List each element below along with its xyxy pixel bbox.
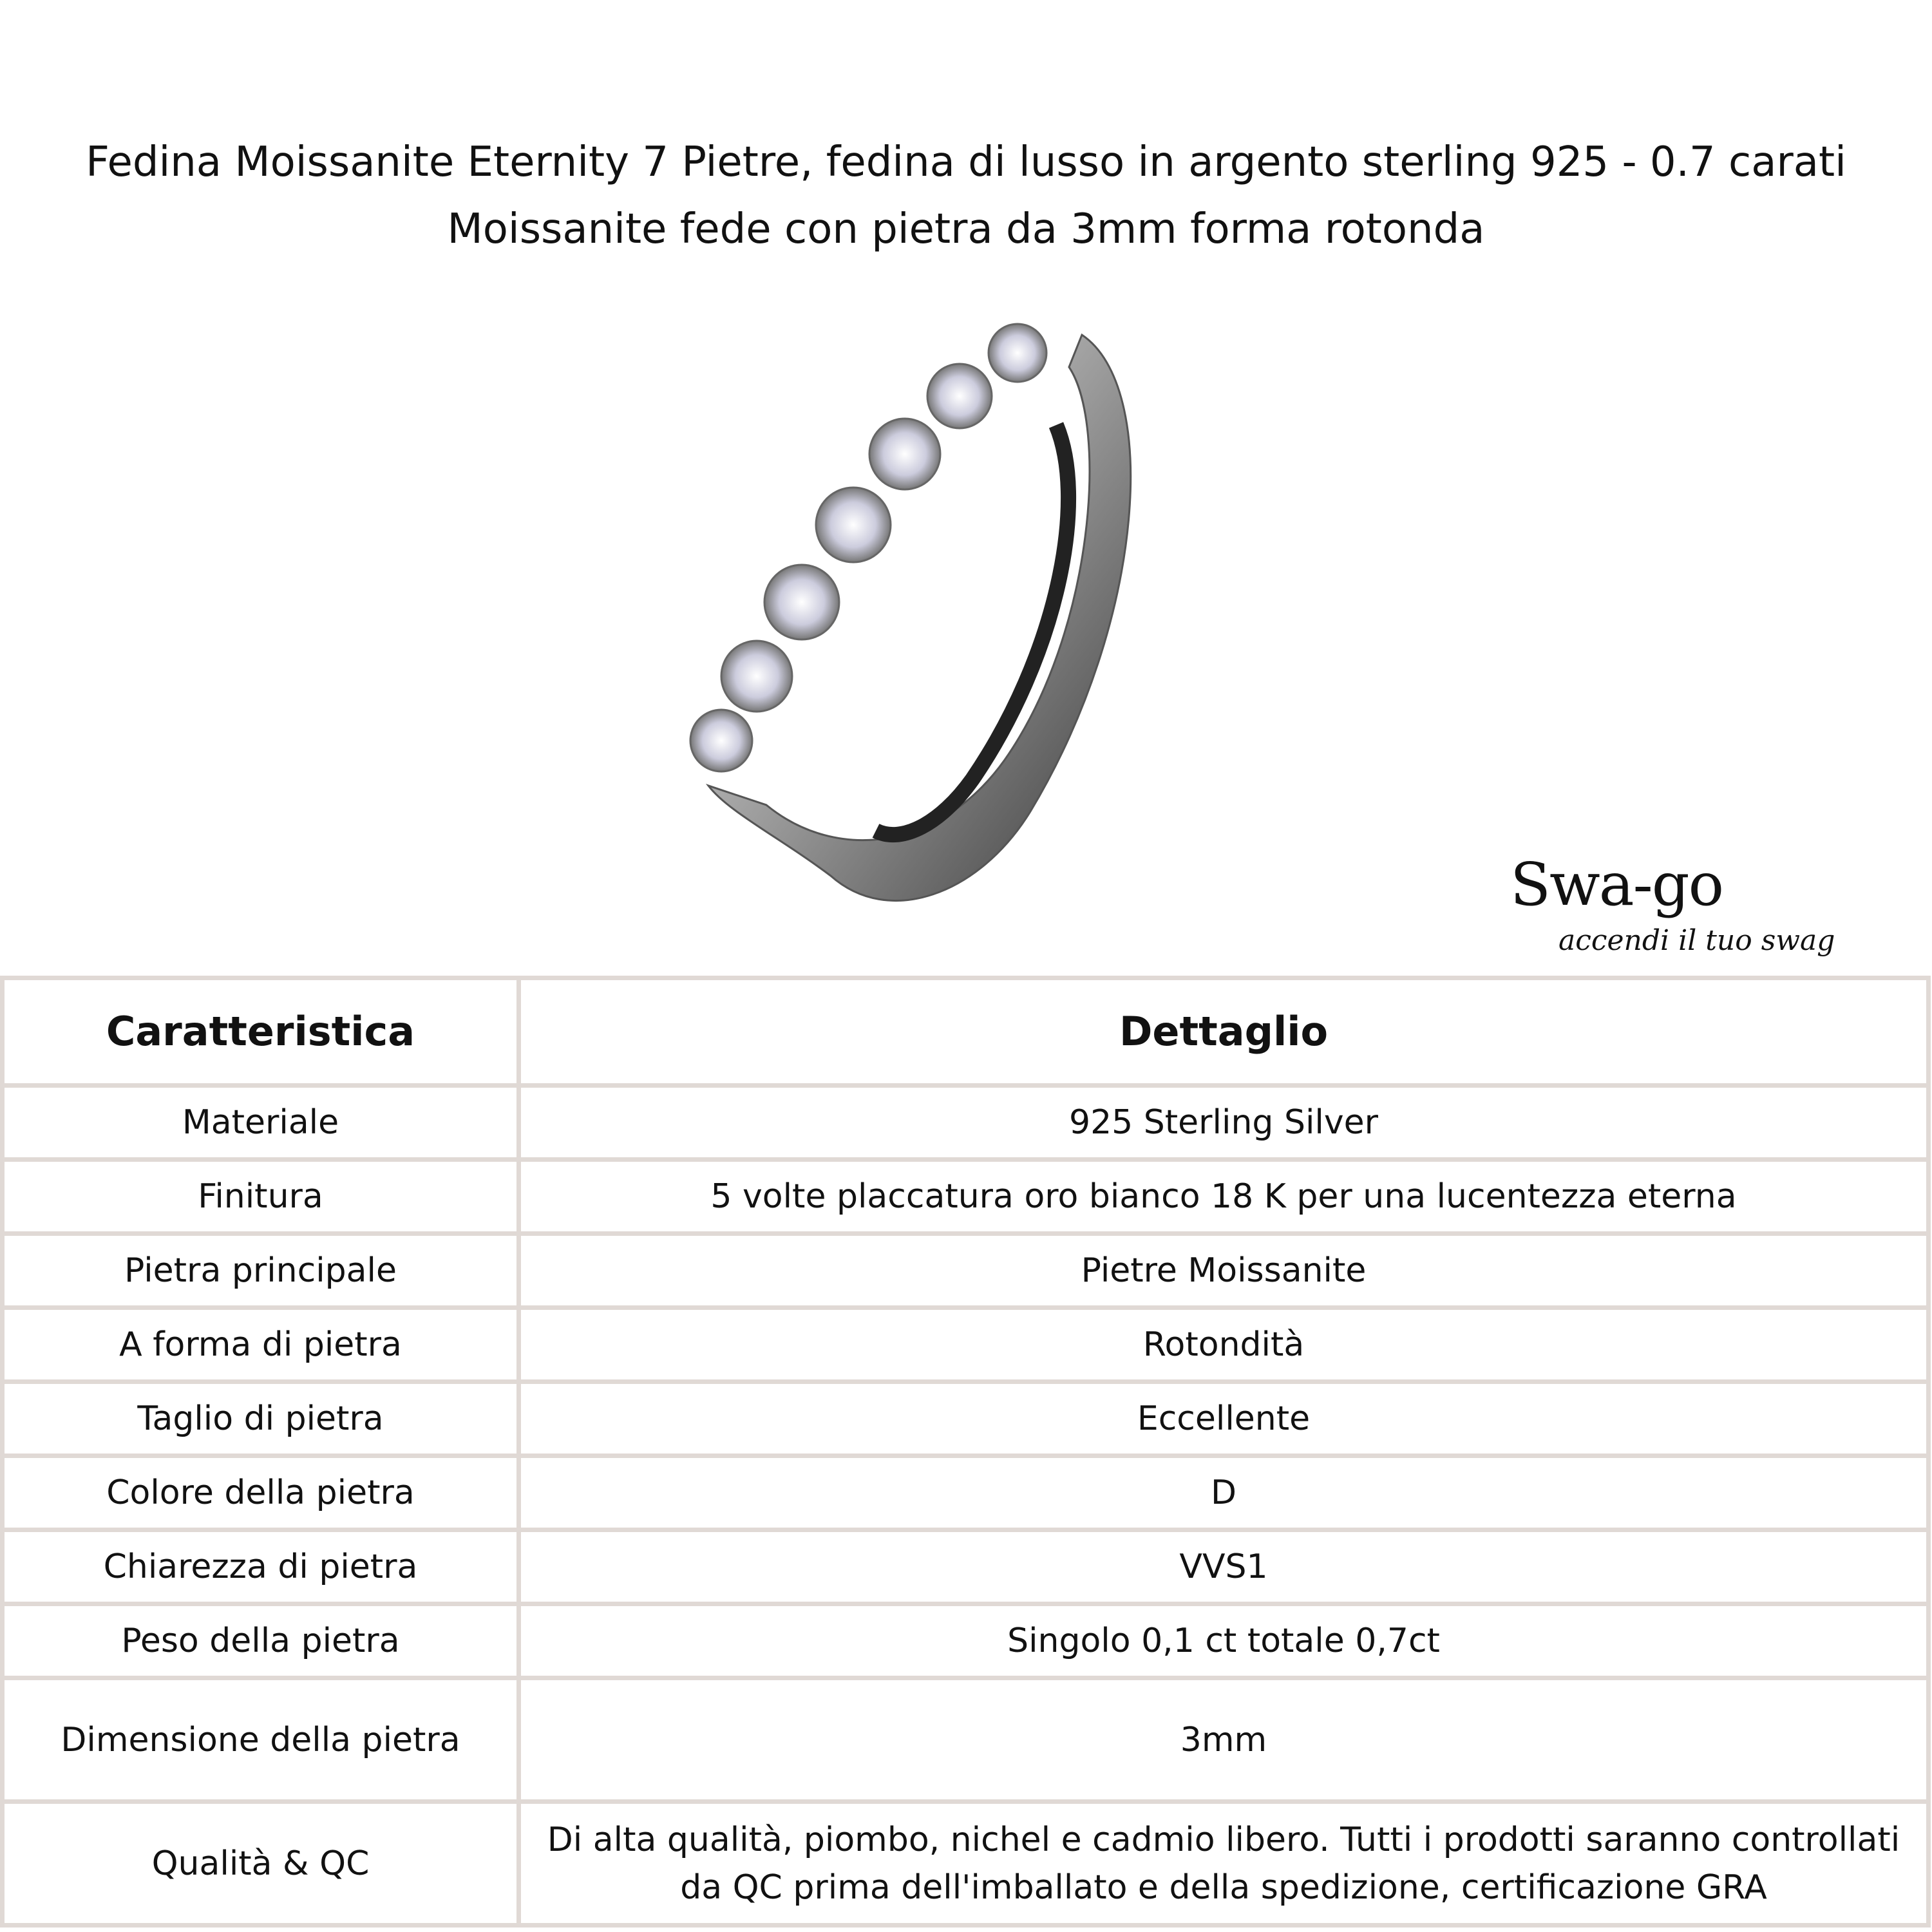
table-row xyxy=(3,1086,1929,1160)
table-header-row xyxy=(3,978,1929,1086)
row-key: Taglio di pietra xyxy=(3,1382,519,1456)
table-row xyxy=(3,1234,1929,1308)
row-key: Chiarezza di pietra xyxy=(3,1530,519,1604)
table-row xyxy=(3,1802,1929,1926)
row-key: Colore della pietra xyxy=(3,1456,519,1530)
title-line-1: Fedina Moissanite Eternity 7 Pietre, fedina di lusso in argento sterling 925 - 0.7 carati xyxy=(86,138,1846,186)
brand-name: Swa-go xyxy=(1510,850,1723,919)
table-row xyxy=(3,1530,1929,1604)
row-key: A forma di pietra xyxy=(3,1308,519,1382)
row-key: Finitura xyxy=(3,1160,519,1234)
brand-tagline: accendi il tuo swag xyxy=(1558,924,1835,957)
row-value: Eccellente xyxy=(519,1382,1929,1456)
table-row xyxy=(3,1160,1929,1234)
table-row xyxy=(3,1604,1929,1678)
row-key: Pietra principale xyxy=(3,1234,519,1308)
row-value: Singolo 0,1 ct totale 0,7ct xyxy=(519,1604,1929,1678)
table-row xyxy=(3,1678,1929,1802)
row-value: 5 volte placcatura oro bianco 18 K per una lucentezza eterna xyxy=(519,1160,1929,1234)
specs-table xyxy=(0,976,1931,1927)
header-detail: Dettaglio xyxy=(519,978,1929,1086)
table-row xyxy=(3,1382,1929,1456)
product-title xyxy=(0,129,1932,263)
title-line-2: Moissanite fede con pietra da 3mm forma rotonda xyxy=(447,205,1485,253)
row-key: Dimensione della pietra xyxy=(3,1678,519,1802)
row-value: Pietre Moissanite xyxy=(519,1234,1929,1308)
row-key: Materiale xyxy=(3,1086,519,1160)
row-value: 3mm xyxy=(519,1678,1929,1802)
row-key: Peso della pietra xyxy=(3,1604,519,1678)
ring-product-image xyxy=(670,296,1159,927)
row-value: Rotondità xyxy=(519,1308,1929,1382)
header-feature: Caratteristica xyxy=(3,978,519,1086)
table-row xyxy=(3,1308,1929,1382)
table-row xyxy=(3,1456,1929,1530)
row-value: VVS1 xyxy=(519,1530,1929,1604)
row-key: Qualità & QC xyxy=(3,1802,519,1926)
row-value: D xyxy=(519,1456,1929,1530)
row-value: 925 Sterling Silver xyxy=(519,1086,1929,1160)
brand-logo xyxy=(1501,850,1887,979)
row-value: Di alta qualità, piombo, nichel e cadmio libero. Tutti i prodotti saranno controllati da QC prima dell'imballato e della spedizione, certificazione GRA xyxy=(519,1802,1929,1926)
